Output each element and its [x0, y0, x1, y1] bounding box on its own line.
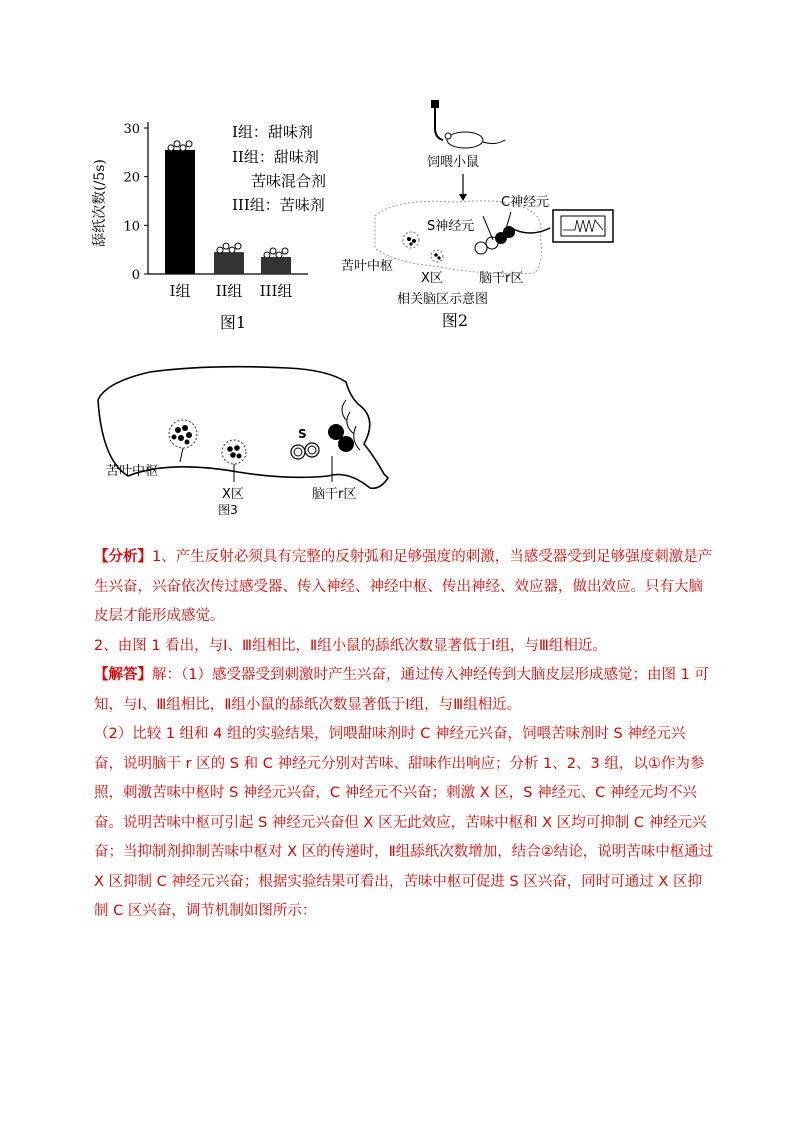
- data-point: [217, 247, 223, 253]
- electrode-wire: [511, 228, 550, 233]
- bar: [214, 252, 244, 274]
- label-x-zone: X区: [222, 487, 244, 502]
- data-point: [180, 145, 186, 151]
- label-x-zone: X区: [421, 271, 443, 286]
- x-zone-cluster: [222, 440, 246, 464]
- answer-paragraph-1: [94, 661, 714, 720]
- legend-line-4: III组：苦味剂: [232, 196, 325, 214]
- data-point: [186, 141, 192, 147]
- y-tick-label: 10: [123, 219, 140, 235]
- s-neurons: [291, 443, 319, 459]
- analysis-tag: 【分析】: [94, 549, 152, 565]
- analysis-paragraph-1: [94, 543, 714, 632]
- label-bitter-center: 苦叶中枢: [106, 464, 159, 479]
- data-point: [276, 252, 282, 258]
- cable: [435, 104, 443, 140]
- answer-paragraph-2: [94, 720, 714, 927]
- plug-icon: [431, 100, 439, 108]
- mouse-icon: [445, 132, 505, 148]
- analysis-paragraph-2: [94, 632, 714, 662]
- label-s: S: [298, 427, 307, 441]
- data-point: [264, 252, 270, 258]
- x-tick-label: II组: [215, 282, 243, 300]
- figure-3: [88, 360, 408, 528]
- bitter-center-cluster: [169, 420, 197, 448]
- answer-text-1: 解：（1）感受器受到刺激时产生兴奋，通过传入神经传到大脑皮层形成感觉；由图 1 可知，与Ⅰ、Ⅲ组相比，Ⅱ组小鼠的舔纸次数显著低于Ⅰ组，与Ⅲ组相近。: [94, 667, 709, 713]
- data-point: [223, 243, 229, 249]
- bar: [165, 150, 195, 274]
- data-point: [229, 247, 235, 253]
- legend-line-3: 苦味混合剂: [251, 172, 327, 190]
- figure-caption: 图2: [441, 311, 469, 330]
- data-point: [174, 141, 180, 147]
- label-c-neuron: C神经元: [501, 195, 550, 210]
- recorder-icon: [553, 210, 613, 242]
- y-tick-label: 0: [131, 268, 140, 283]
- label-brainstem: 脑干r区: [479, 271, 524, 286]
- figure-caption: 图1: [219, 313, 247, 332]
- label-bitter-center: 苦叶中枢: [341, 259, 394, 274]
- pointer-bitter: [180, 448, 183, 462]
- arrowhead: [459, 194, 467, 201]
- label-s-neuron: S神经元: [427, 219, 475, 234]
- x-tick-label: I组: [169, 282, 191, 300]
- analysis-text-2: 2、由图 1 看出，与Ⅰ、Ⅲ组相比，Ⅱ组小鼠的舔纸次数显著低于Ⅰ组，与Ⅲ组相近。: [94, 637, 607, 654]
- brain-outline: [375, 201, 542, 274]
- x-tick-label: III组: [259, 282, 293, 300]
- y-tick-label: 30: [123, 122, 140, 137]
- analysis-section: [94, 543, 714, 927]
- data-point: [235, 243, 241, 249]
- legend-line-1: I组：甜味剂: [232, 123, 313, 141]
- bitter-center-cluster: [403, 232, 419, 248]
- x-zone-cluster: [431, 250, 443, 262]
- data-point: [282, 248, 288, 254]
- legend-line-2: II组：甜味剂: [232, 148, 319, 166]
- answer-tag: 【解答】: [94, 667, 152, 683]
- neurons: [475, 212, 515, 254]
- y-axis-label: 舔纸次数(/5s): [92, 159, 108, 247]
- answer-text-2: （2）比较 1 组和 4 组的实验结果，饲喂甜味剂时 C 神经元兴奋，饲喂苦味剂时 S 神经元兴奋，说明脑干 r 区的 S 和 C 神经元分别对苦味、甜味作出响应；分析 1、2、3 组，以①作为参照，刺激苦味中枢时 S 神经元兴奋，C 神经元不兴奋；刺激 X 区，S 神经元、C 神经元均不兴奋。说明苦味中枢可引起 S 神经元兴奋但 X 区无此效应，苦味中枢和 X 区均可抑制 C 神经元兴奋；当抑制剂抑制苦味中枢对 X 区的传递时，Ⅱ组舔纸次数增加，结合②结论，说明苦味中枢通过 X 区抑制 C 神经元兴奋；根据实验结果可看出，苦味中枢可促进 S 区兴奋，同时可通过 X 区抑制 C 区兴奋，调节机制如图所示：: [94, 726, 714, 919]
- data-point: [168, 145, 174, 151]
- label-brainstem: 脑干r区: [312, 487, 357, 502]
- data-point: [270, 248, 276, 254]
- bar: [261, 257, 291, 274]
- figure-2: [335, 98, 625, 336]
- figure-subtitle: 相关脑区示意图: [397, 292, 489, 307]
- analysis-text-1: 1、产生反射必须具有完整的反射弧和足够强度的刺激，当感受器受到足够强度刺激是产生兴奋，兴奋依次传过感受器、传入神经、神经中枢、传出神经、效应器，做出效应。只有大脑皮层才能形成感觉。: [94, 549, 713, 624]
- y-tick-label: 20: [123, 170, 140, 186]
- label-mouse: 饲喂小鼠: [427, 155, 480, 170]
- figure-caption: 图3: [218, 503, 238, 517]
- c-neurons: [328, 424, 354, 452]
